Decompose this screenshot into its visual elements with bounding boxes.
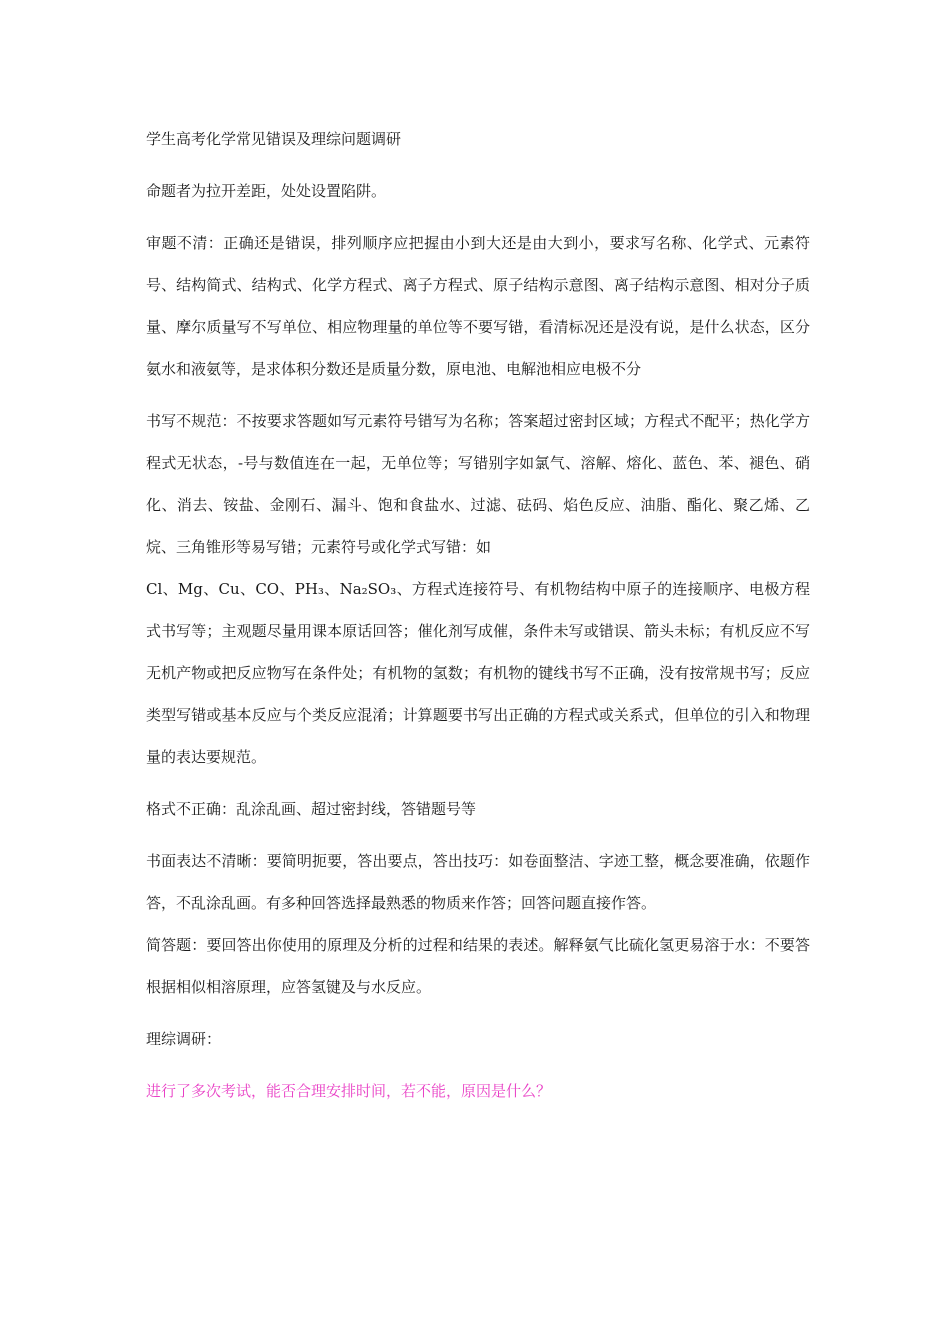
section-geshi: 格式不正确：乱涂乱画、超过密封线，答错题号等	[146, 800, 477, 818]
intro-paragraph: 命题者为拉开差距，处处设置陷阱。	[146, 182, 387, 200]
survey-question: 进行了多次考试，能否合理安排时间，若不能，原因是什么？	[146, 1082, 552, 1100]
section-jianda: 简答题：要回答出你使用的原理及分析的过程和结果的表述。解释氨气比硫化氢更易溶于水：不要答根据相似相溶原理，应答氢键及与水反应。	[146, 936, 810, 996]
section-shumian: 书面表达不清晰：要简明扼要，答出要点，答出技巧：如卷面整洁、字迹工整，概念要准确，依题作答，不乱涂乱画。有多种回答选择最熟悉的物质来作答；回答问题直接作答。	[146, 852, 810, 912]
section-shuxie-part2: Cl、Mg、Cu、CO、PH₃、Na₂SO₃、方程式连接符号、有机物结构中原子的连接顺序、电极方程式书写等；主观题尽量用课本原话回答；催化剂写成催，条件未写或错误、箭头未标；有机反应不写无机产物或把反应物写在条件处；有机物的氢数；有机物的键线书写不正确，没有按常规书写；反应类型写错或基本反应与个类反应混淆；计算题要书写出正确的方程式或关系式，但单位的引入和物理量的表达要规范。	[146, 580, 810, 766]
section-shuxie-part1: 书写不规范：不按要求答题如写元素符号错写为名称；答案超过密封区域；方程式不配平；热化学方程式无状态，-号与数值连在一起，无单位等；写错别字如氯气、溶解、熔化、蓝色、苯、褪色、硝化、消去、铵盐、金刚石、漏斗、饱和食盐水、过滤、砝码、焰色反应、油脂、酯化、聚乙烯、乙烷、三角锥形等易写错；元素符号或化学式写错：如	[146, 412, 810, 556]
section-shenti: 审题不清：正确还是错误，排列顺序应把握由小到大还是由大到小，要求写名称、化学式、元素符号、结构简式、结构式、化学方程式、离子方程式、原子结构示意图、离子结构示意图、相对分子质量、摩尔质量写不写单位、相应物理量的单位等不要写错，看清标况还是没有说，是什么状态，区分氨水和液氨等，是求体积分数还是质量分数，原电池、电解池相应电极不分	[146, 234, 810, 378]
section-lizong: 理综调研：	[146, 1030, 222, 1048]
document-body	[146, 118, 810, 1112]
document-title: 学生高考化学常见错误及理综问题调研	[146, 130, 402, 148]
